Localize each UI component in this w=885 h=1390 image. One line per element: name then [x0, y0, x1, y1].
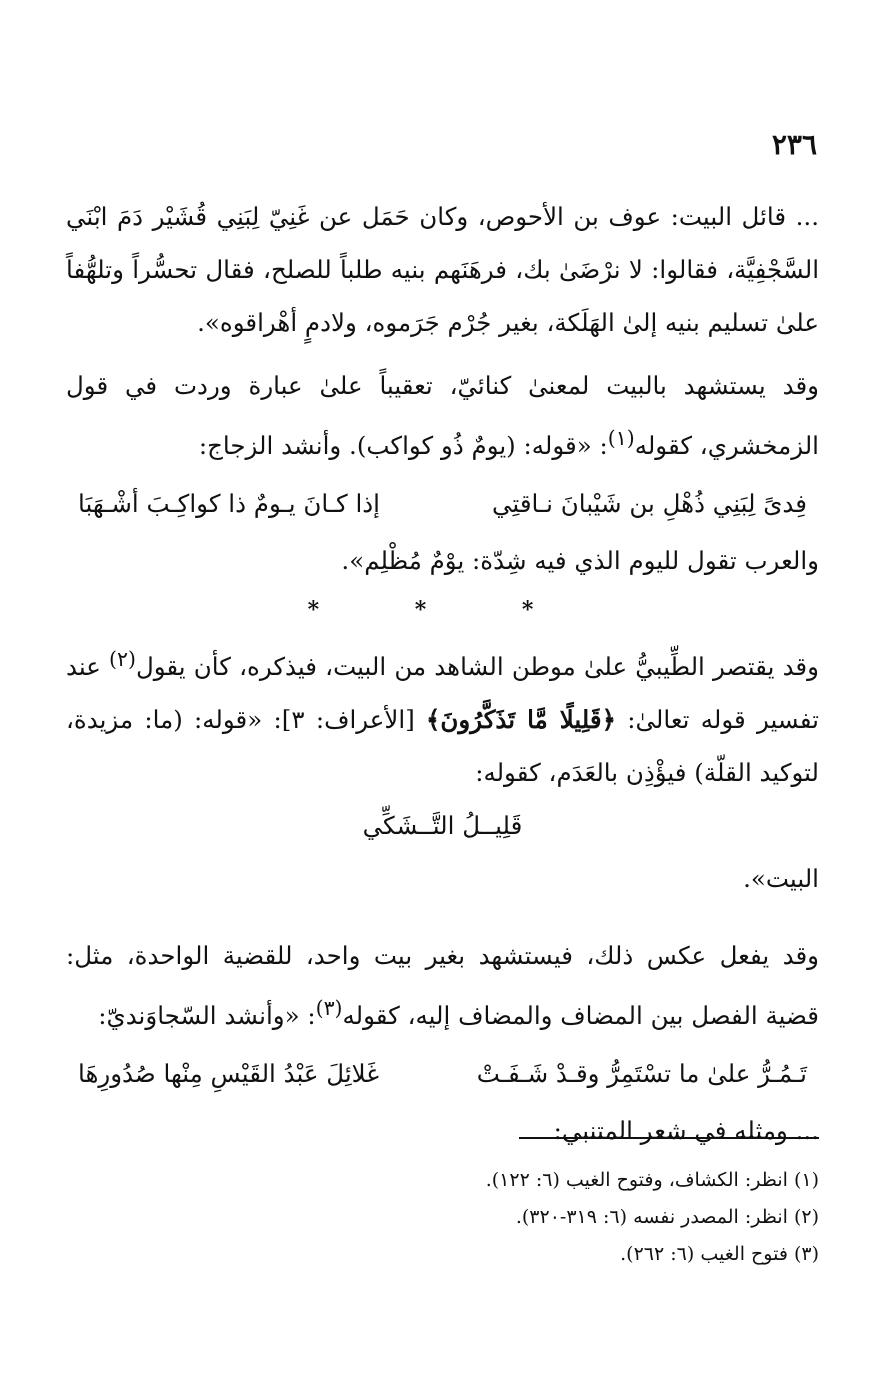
paragraph-zamakhshari — [66, 359, 819, 472]
footnote-divider — [519, 1137, 819, 1139]
paragraph-arab-saying: والعرب تقول لليوم الذي فيه شِدّة: يوْمٌ مُظْلِم». — [341, 546, 819, 576]
page-number: ٢٣٦ — [771, 128, 817, 161]
quran-quote: ﴿قَلِيلًا مَّا تَذَكَّرُونَ﴾ — [426, 705, 616, 735]
paragraph-text: وقد يفعل عكس ذلك، فيستشهد بغير بيت واحد، للقضية الواحدة، مثل: قضية الفصل بين المضاف والمضاف إليه، كقوله — [66, 941, 819, 1031]
footnotes — [66, 1162, 819, 1273]
paragraph-poet-context: ... قائل البيت: عوف بن الأحوص، وكان حَمَل عن غَنِيّ لِبَنِي قُشَيْر دَمَ ابْنَي السَّجْفِيَّة، فقالوا: لا نرْضَىٰ بك، فرهَنَهم بنيه طلباً للصلح، فقال تحسُّراً وتلهُّفاً علىٰ تسليم بنيه إلىٰ الهَلَكة، بغير جُرْم جَرَموه، ولادمٍ أهْراقوه». — [66, 202, 819, 337]
paragraph-bayt-end: البيت». — [743, 864, 819, 894]
verse-fragment: قَلِيــلُ التَّــشَكِّي — [362, 811, 523, 841]
verse-first-hemistich: فِدىً لِبَنِي ذُهْلِ بن شَيْبانَ نـاقتِي — [492, 488, 807, 518]
paragraph-text: [الأعراف: ٣]: «قوله: (ما: مزيدة، لتوكيد القلّة) فيؤْذِن بالعَدَم، كقوله: — [66, 705, 819, 788]
main-text — [66, 190, 819, 1157]
paragraph-mutanabbi: ... ومثله في شعر المتنبي: — [553, 1116, 819, 1146]
footnote-2: (٢) انظر: المصدر نفسه (٦: ٣١٩-٣٢٠). — [515, 1206, 819, 1228]
verse-second-hemistich: إذا كـانَ يـومٌ ذا كواكِـبَ أشْـهَبَا — [78, 488, 380, 518]
footnote-3: (٣) فتوح الغيب (٦: ٢٦٢). — [620, 1243, 819, 1265]
verse-abd-alqays — [66, 1042, 819, 1104]
section-separator: * * * — [307, 597, 578, 624]
footnote-ref-1: (١) — [607, 426, 635, 450]
paragraph-tibi — [66, 633, 819, 799]
paragraph-sajawandi — [66, 929, 819, 1042]
verse-dhuhl — [66, 472, 819, 534]
paragraph-text: وقد يستشهد بالبيت لمعنىٰ كنائيّ، تعقيباً علىٰ عبارة وردت في قول الزمخشري، كقوله — [66, 371, 819, 461]
verse-second-hemistich: غَلائِلَ عَبْدُ القَيْسِ مِنْها صُدُورِهَا — [78, 1058, 380, 1088]
paragraph-text: : «قوله: (يومٌ ذُو كواكب). وأنشد الزجاج: — [198, 431, 608, 461]
footnote-ref-2: (٢) — [109, 647, 136, 672]
paragraph-text: وقد يقتصر الطِّيبيُّ علىٰ موطن الشاهد من البيت، فيذكره، كأن يقول — [135, 652, 819, 682]
footnote-1: (١) انظر: الكشاف، وفتوح الغيب (٦: ١٢٢). — [485, 1169, 819, 1191]
paragraph-text: : «وأنشد السّجاوَنديّ: — [98, 1001, 316, 1031]
paragraph-text: عند تفسير قوله تعالىٰ: — [66, 652, 819, 735]
verse-first-hemistich: تَـمُـرُّ علىٰ ما تسْتَمِرُّ وقـدْ شَـفَـتْ — [476, 1058, 807, 1088]
footnote-ref-3: (٣) — [315, 996, 343, 1021]
